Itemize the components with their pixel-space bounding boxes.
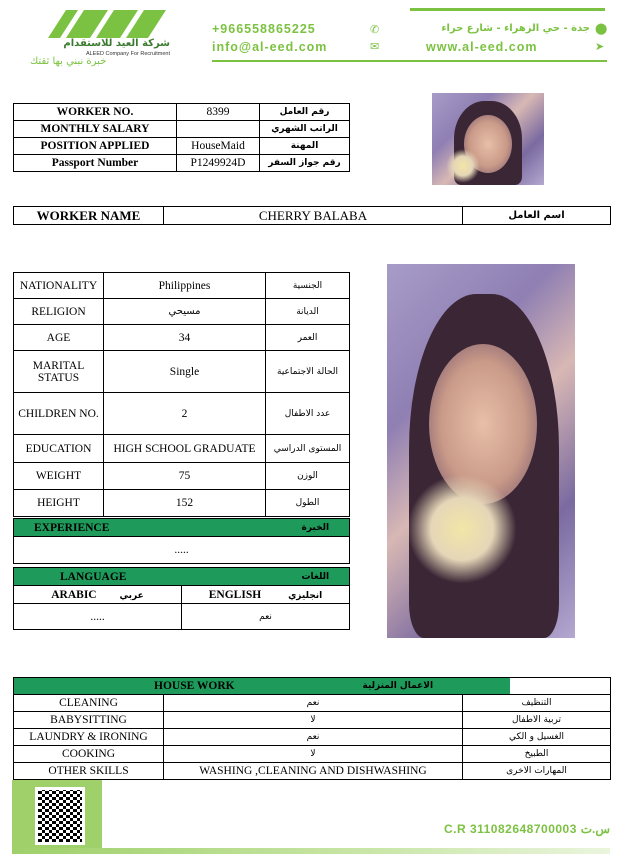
english-lang-ar: انجليزي: [288, 590, 323, 601]
worker-name-ar: اسم العامل: [463, 207, 611, 225]
language-label: LANGUAGE: [14, 568, 182, 586]
language-ar: اللغات: [182, 568, 350, 586]
salary-ar: الراتب الشهري: [260, 121, 350, 138]
location-pin-icon: ⬤: [595, 23, 608, 35]
footer-bar: [12, 848, 610, 854]
cursor-icon: ➤: [595, 41, 605, 53]
table-row: [14, 104, 350, 121]
photo-flower: [407, 474, 517, 584]
religion-label: RELIGION: [14, 299, 104, 325]
weight-ar: الوزن: [266, 463, 350, 490]
experience-value: .....: [14, 537, 350, 564]
address-text: جدة - حي الزهراء - شارع حراء: [441, 23, 590, 34]
contact-row-2: [212, 40, 607, 56]
table-row: [14, 325, 350, 351]
arabic-lang-value: .....: [14, 604, 182, 630]
table-row: [14, 519, 350, 537]
laundry-value: نعم: [164, 729, 463, 746]
header-line-bottom: [212, 60, 607, 62]
babysitting-value: لا: [164, 712, 463, 729]
header: [0, 0, 624, 75]
details-table: [13, 272, 350, 517]
table-row: [14, 746, 611, 763]
worker-name-label: WORKER NAME: [14, 207, 164, 225]
marital-label: MARITAL STATUS: [14, 351, 104, 393]
worker-no-ar: رقم العامل: [260, 104, 350, 121]
marital-value: Single: [104, 351, 266, 393]
mail-icon: ✉: [370, 41, 380, 53]
children-value: 2: [104, 393, 266, 435]
qr-panel: [12, 780, 102, 848]
full-photo: [387, 264, 575, 638]
website-text[interactable]: www.al-eed.com: [426, 40, 538, 54]
email-text[interactable]: info@al-eed.com: [212, 40, 328, 54]
passport-ar: رقم جواز السفر: [260, 155, 350, 172]
education-ar: المستوى الدراسي: [266, 435, 350, 463]
laundry-ar: الغسيل و الكي: [463, 729, 611, 746]
table-row: [14, 729, 611, 746]
other-skills-label: OTHER SKILLS: [14, 763, 164, 780]
experience-label: EXPERIENCE: [14, 519, 182, 537]
babysitting-label: BABYSITTING: [14, 712, 164, 729]
arabic-lang-ar: عربي: [119, 590, 144, 601]
position-value: HouseMaid: [177, 138, 260, 155]
height-ar: الطول: [266, 490, 350, 517]
table-row: [14, 299, 350, 325]
passport-value: P1249924D: [177, 155, 260, 172]
contact-row-1: [212, 22, 607, 38]
english-lang-value: نعم: [182, 604, 350, 630]
english-lang-en: ENGLISH: [208, 588, 262, 601]
whatsapp-icon: ✆: [370, 24, 380, 36]
other-skills-ar: المهارات الاخرى: [463, 763, 611, 780]
cr-number: C.R 311082648700003 س.ت: [443, 822, 610, 836]
table-row: [14, 155, 350, 172]
laundry-label: LAUNDRY & IRONING: [14, 729, 164, 746]
english-lang-cell: [182, 586, 350, 604]
worker-name-table: [13, 206, 611, 225]
experience-table: [13, 518, 350, 564]
language-table: [13, 567, 350, 630]
worker-no-label: WORKER NO.: [14, 104, 177, 121]
cooking-value: لا: [164, 746, 463, 763]
logo-slogan: خبرة نبني بها ثقتك: [30, 56, 107, 67]
table-row: [14, 435, 350, 463]
marital-ar: الحالة الاجتماعية: [266, 351, 350, 393]
passport-label: Passport Number: [14, 155, 177, 172]
height-value: 152: [104, 490, 266, 517]
weight-value: 75: [104, 463, 266, 490]
table-row: [14, 490, 350, 517]
arabic-lang-en: ARABIC: [51, 588, 97, 601]
children-ar: عدد الاطفال: [266, 393, 350, 435]
cleaning-label: CLEANING: [14, 695, 164, 712]
table-row: [14, 138, 350, 155]
footer: [0, 780, 624, 862]
table-row: [14, 678, 611, 695]
table-row: [14, 586, 350, 604]
cleaning-ar: التنظيف: [463, 695, 611, 712]
education-label: EDUCATION: [14, 435, 104, 463]
age-label: AGE: [14, 325, 104, 351]
table-row: [14, 604, 350, 630]
cooking-label: COOKING: [14, 746, 164, 763]
table-row: [14, 712, 611, 729]
table-row: [14, 273, 350, 299]
nationality-label: NATIONALITY: [14, 273, 104, 299]
header-line-top: [410, 8, 605, 11]
weight-label: WEIGHT: [14, 463, 104, 490]
cleaning-value: نعم: [164, 695, 463, 712]
position-label: POSITION APPLIED: [14, 138, 177, 155]
religion-value: مسيحي: [104, 299, 266, 325]
nationality-value: Philippines: [104, 273, 266, 299]
worker-no-value: 8399: [177, 104, 260, 121]
top-info-table: [13, 103, 350, 172]
house-work-ar: الاعمال المنزلية: [363, 678, 511, 695]
logo-mark-icon: [48, 10, 168, 38]
qr-code-icon[interactable]: [35, 787, 85, 845]
children-label: CHILDREN NO.: [14, 393, 104, 435]
salary-value: [177, 121, 260, 138]
height-label: HEIGHT: [14, 490, 104, 517]
passport-photo: [432, 93, 544, 185]
salary-label: MONTHLY SALARY: [14, 121, 177, 138]
experience-ar: الخبرة: [182, 519, 350, 537]
table-row: [14, 568, 350, 586]
education-value: HIGH SCHOOL GRADUATE: [104, 435, 266, 463]
table-row: [14, 351, 350, 393]
nationality-ar: الجنسية: [266, 273, 350, 299]
table-row: [14, 207, 611, 225]
table-row: [14, 763, 611, 780]
table-row: [14, 121, 350, 138]
house-work-label: HOUSE WORK: [14, 678, 463, 695]
logo-arabic: شركة العيد للاستقدام: [63, 38, 170, 49]
photo-flower: [446, 149, 480, 183]
arabic-lang-cell: [14, 586, 182, 604]
age-value: 34: [104, 325, 266, 351]
religion-ar: الديانة: [266, 299, 350, 325]
logo: [30, 10, 170, 67]
cooking-ar: الطبيخ: [463, 746, 611, 763]
house-work-table: [13, 677, 611, 780]
other-skills-value: WASHING ,CLEANING AND DISHWASHING: [164, 763, 463, 780]
phone-text: +966558865225: [212, 22, 316, 36]
position-ar: المهنة: [260, 138, 350, 155]
table-row: [14, 537, 350, 564]
babysitting-ar: تربية الاطفال: [463, 712, 611, 729]
age-ar: العمر: [266, 325, 350, 351]
table-row: [14, 393, 350, 435]
worker-name-value: CHERRY BALABA: [164, 207, 463, 225]
logo-english: ALEED Company For Recruitment: [85, 51, 170, 57]
table-row: [14, 695, 611, 712]
table-row: [14, 463, 350, 490]
